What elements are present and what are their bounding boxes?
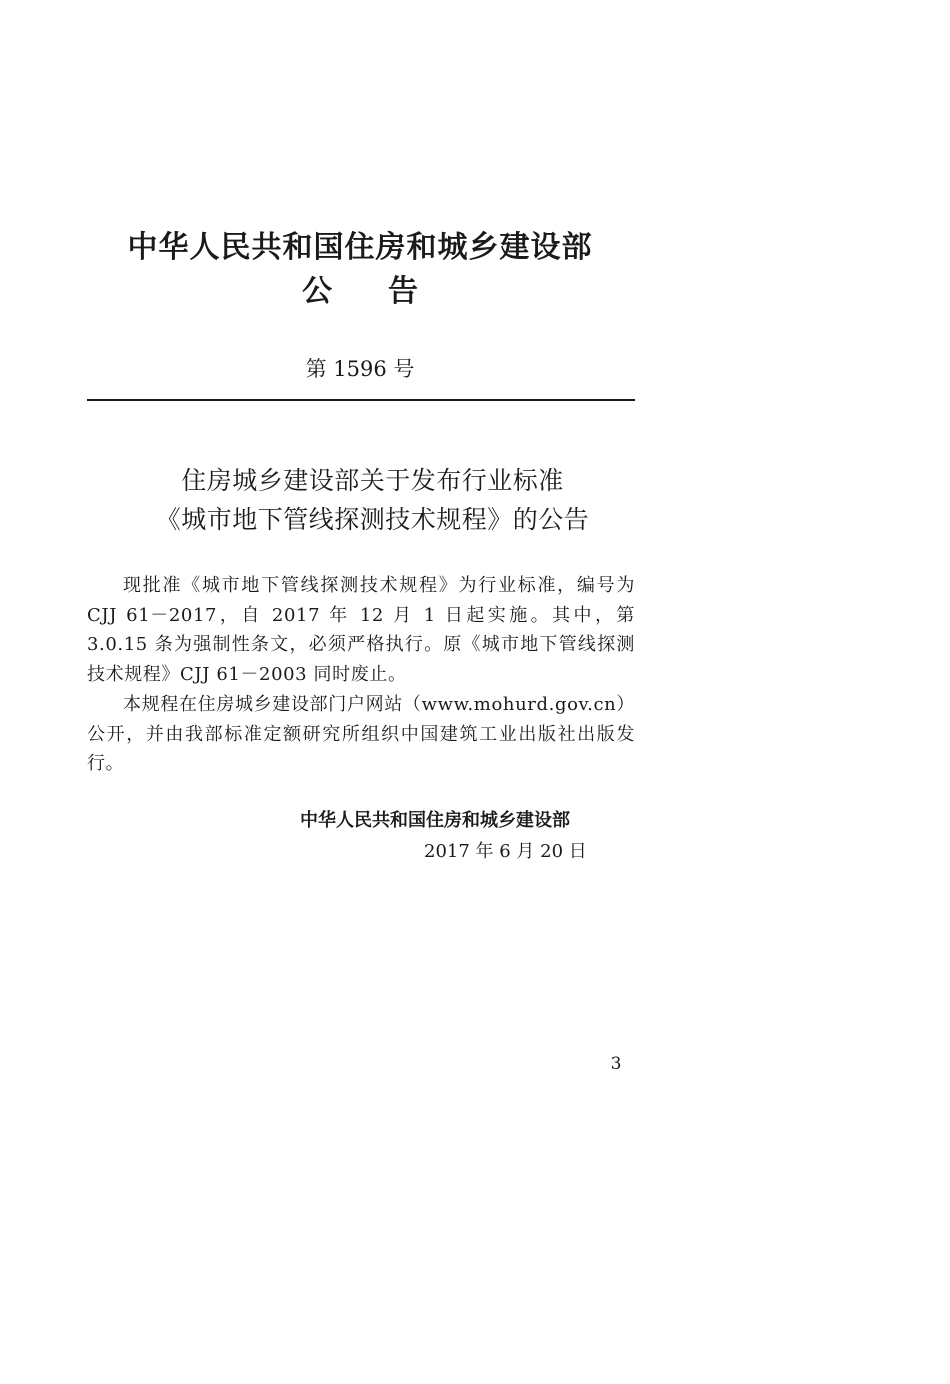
announcement-title-line-2: 《城市地下管线探测技术规程》的公告 [155,505,590,534]
announcement-title-line-1: 住房城乡建设部关于发布行业标准 [181,466,564,495]
signature-date: 2017 年 6 月 20 日 [424,841,587,862]
signature-organization: 中华人民共和国住房和城乡建设部 [300,810,570,831]
body-paragraph-2: 本规程在住房城乡建设部门户网站（www.mohurd.gov.cn）公开，并由我部标准定额研究所组织中国建筑工业出版社出版发行。 [87,694,635,774]
header-divider [87,399,635,401]
page-number: 3 [610,1054,622,1074]
body-paragraph-1: 现批准《城市地下管线探测技术规程》为行业标准，编号为 CJJ 61－2017，自 2017 年 12 月 1 日起实施。其中，第 3.0.15 条为强制性条文，必须严格执行。原《城市地下管线探测技术规程》CJJ 61－2003 同时废止。 [87,575,635,685]
ministry-title: 中华人民共和国住房和城乡建设部 [127,230,593,265]
notice-number: 第 1596 号 [305,357,415,381]
notice-heading: 公告 [302,274,474,309]
